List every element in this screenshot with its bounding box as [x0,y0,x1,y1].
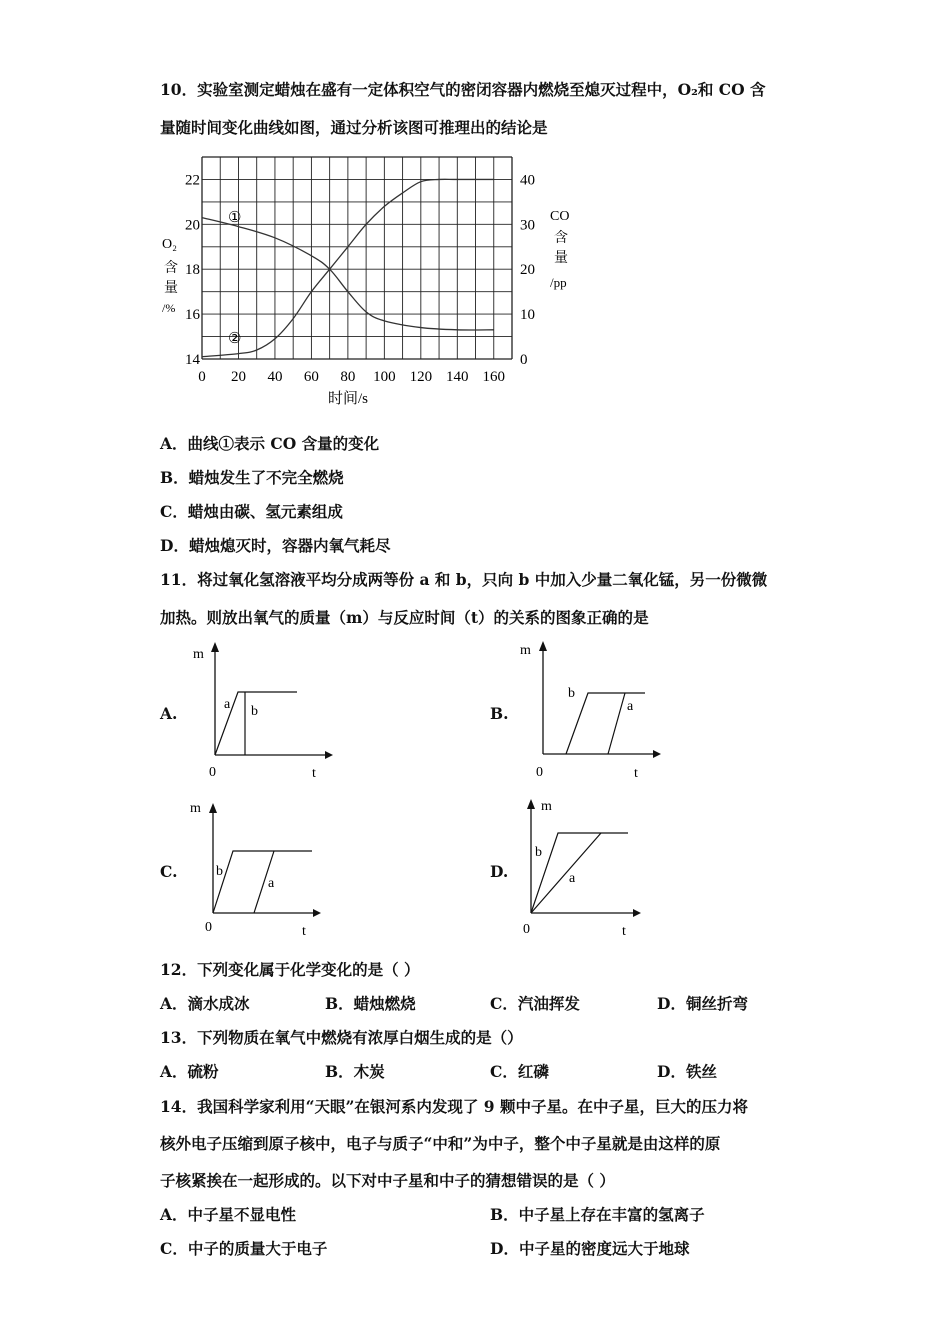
x-tick-label: 40 [267,369,283,385]
q10-stem-line2: 量随时间变化曲线如图，通过分析该图可推理出的结论是 [160,118,548,137]
y-right-tick-label: 0 [520,352,528,368]
y-right-tick-label: 30 [520,217,535,234]
y-right-tick-label: 20 [520,262,535,279]
q14-option-c[interactable]: C．中子的质量大于电子 [160,1239,328,1258]
x-tick-label: 0 [198,369,206,385]
svg-text:含: 含 [164,261,178,276]
svg-text:t: t [312,766,316,781]
x-tick-label: 120 [409,369,433,385]
svg-text:含: 含 [554,231,568,246]
q12-option-d[interactable]: D．铜丝折弯 [657,994,748,1013]
q11-option-c[interactable]: C. [160,862,178,881]
q12-stem: 12．下列变化属于化学变化的是（ ） [160,960,420,979]
svg-text:b: b [251,704,258,719]
q13-option-d[interactable]: D．铁丝 [657,1062,717,1081]
chart-grid [202,157,512,359]
q14-stem-line1: 14．我国科学家利用“天眼”在银河系内发现了 9 颗中子星。在中子星，巨大的压力将 [160,1097,748,1116]
svg-text:0: 0 [205,920,212,935]
q10-stem-line1: 10．实验室测定蜡烛在盛有一定体积空气的密闭容器内燃烧至熄灭过程中，O₂和 CO 含 [160,80,766,99]
svg-text:b: b [535,845,542,860]
svg-text:0: 0 [536,765,543,780]
svg-text:0: 0 [523,922,530,937]
q14-option-a[interactable]: A．中子星不显电性 [160,1205,297,1224]
svg-text:m: m [193,647,204,662]
svg-text:t: t [302,924,306,939]
svg-text:a: a [268,876,275,891]
svg-text:/%: /% [162,301,176,315]
x-tick-label: 60 [303,369,319,385]
svg-text:b: b [568,686,575,701]
svg-text:CO: CO [550,209,570,224]
left-axis-label [162,237,178,315]
q11-option-a[interactable]: A. [160,704,178,723]
q11-stem-line1: 11．将过氧化氢溶液平均分成两等份 a 和 b，只向 b 中加入少量二氧化锰，另一份微微 [160,570,768,589]
right-axis-label [550,209,569,290]
q10-option-d[interactable]: D．蜡烛熄灭时，容器内氧气耗尽 [160,536,391,555]
q14-stem-line3: 子核紧挨在一起形成的。以下对中子星和中子的猜想错误的是（ ） [160,1171,615,1190]
q14-option-d[interactable]: D．中子星的密度远大于地球 [490,1239,690,1258]
q14-option-b[interactable]: B．中子星上存在丰富的氢离子 [490,1205,705,1224]
q10-chart [150,150,590,415]
svg-text:b: b [216,864,223,879]
q11-graph-a [190,640,340,785]
q11-graph-d [508,795,658,940]
svg-text:m: m [520,643,531,658]
y-left-tick-label: 20 [185,217,200,234]
svg-text:t: t [622,924,626,939]
y-right-tick-label: 10 [520,307,535,324]
y-right-tick-label: 40 [520,172,535,189]
curve-label-2: ② [228,331,242,347]
q11-option-b[interactable]: B. [490,704,509,723]
y-left-tick-label: 18 [185,262,200,279]
svg-text:m: m [190,801,201,816]
q11-graph-c [188,795,338,940]
q10-option-a[interactable]: A．曲线①表示 CO 含量的变化 [160,434,380,453]
q11-graph-b [518,637,668,782]
q12-option-c[interactable]: C．汽油挥发 [490,994,580,1013]
svg-text:量: 量 [164,281,178,296]
q13-option-b[interactable]: B．木炭 [325,1062,385,1081]
curve-label-1: ① [228,210,242,226]
svg-text:a: a [569,871,576,886]
q12-option-a[interactable]: A．滴水成冰 [160,994,250,1013]
svg-text:a: a [224,697,231,712]
q10-option-b[interactable]: B．蜡烛发生了不完全燃烧 [160,468,344,487]
q12-option-b[interactable]: B．蜡烛燃烧 [325,994,416,1013]
svg-text:m: m [541,799,552,814]
x-tick-label: 20 [230,369,246,385]
x-tick-label: 160 [482,369,506,385]
y-left-tick-label: 14 [185,352,200,368]
x-tick-label: 80 [340,369,356,385]
q10-option-c[interactable]: C．蜡烛由碳、氢元素组成 [160,502,343,521]
q14-stem-line2: 核外电子压缩到原子核中，电子与质子“中和”为中子，整个中子星就是由这样的原 [160,1134,721,1153]
y-left-tick-label: 16 [185,307,200,324]
q11-option-d[interactable]: D. [490,862,509,881]
q13-stem: 13．下列物质在氧气中燃烧有浓厚白烟生成的是（） [160,1028,523,1047]
svg-text:0: 0 [209,765,216,780]
x-axis-label: 时间/s [328,391,369,407]
svg-text:t: t [634,766,638,781]
x-tick-label: 100 [373,369,396,385]
svg-text:/pp: /pp [550,275,567,290]
svg-text:O₂: O₂ [162,237,177,252]
svg-text:a: a [627,699,634,714]
q11-stem-line2: 加热。则放出氧气的质量（m）与反应时间（t）的关系的图象正确的是 [160,608,649,627]
x-tick-label: 140 [446,369,469,385]
q13-option-a[interactable]: A．硫粉 [160,1062,219,1081]
q13-option-c[interactable]: C．红磷 [490,1062,549,1081]
svg-text:量: 量 [554,251,568,266]
y-left-tick-label: 22 [185,172,200,189]
